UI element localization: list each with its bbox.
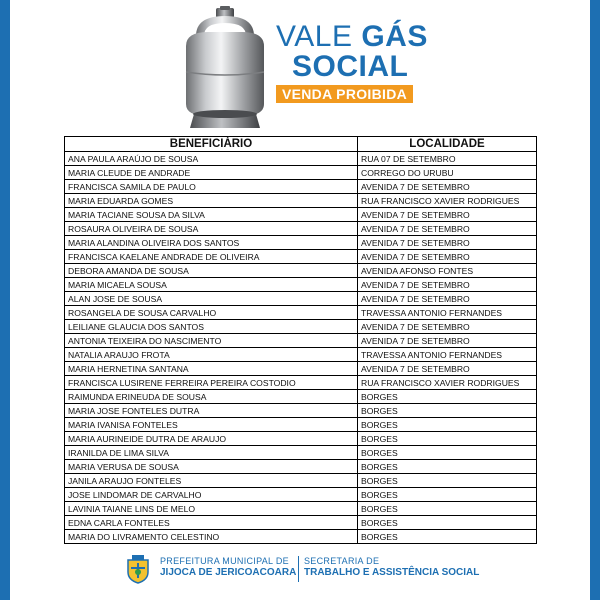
program-title — [276, 22, 426, 104]
beneficiary-name-cell: RAIMUNDA ERINEUDA DE SOUSA — [65, 390, 358, 404]
title-vale: VALE — [276, 20, 353, 53]
beneficiary-name-cell: MARIA HERNETINA SANTANA — [65, 362, 358, 376]
beneficiary-name-cell: MARIA EDUARDA GOMES — [65, 194, 358, 208]
table-row — [65, 530, 537, 544]
table-row — [65, 292, 537, 306]
prefeitura-line2: JIJOCA DE JERICOACOARA — [160, 567, 297, 578]
table-row — [65, 194, 537, 208]
beneficiary-name-cell: ROSANGELA DE SOUSA CARVALHO — [65, 306, 358, 320]
location-cell: AVENIDA 7 DE SETEMBRO — [358, 320, 537, 334]
table-row — [65, 222, 537, 236]
header — [0, 0, 600, 130]
footer — [120, 552, 480, 586]
beneficiary-name-cell: ROSAURA OLIVEIRA DE SOUSA — [65, 222, 358, 236]
beneficiary-name-cell: MARIA IVANISA FONTELES — [65, 418, 358, 432]
beneficiary-name-cell: FRANCISCA SAMILA DE PAULO — [65, 180, 358, 194]
table-row — [65, 208, 537, 222]
beneficiary-name-cell: LEILIANE GLAUCIA DOS SANTOS — [65, 320, 358, 334]
location-cell: BORGES — [358, 502, 537, 516]
table-body — [65, 152, 537, 544]
secretaria-line2: TRABALHO E ASSISTÊNCIA SOCIAL — [304, 567, 480, 578]
beneficiary-name-cell: EDNA CARLA FONTELES — [65, 516, 358, 530]
table-row — [65, 152, 537, 166]
beneficiary-name-cell: MARIA VERUSA DE SOUSA — [65, 460, 358, 474]
location-cell: BORGES — [358, 446, 537, 460]
table-row — [65, 516, 537, 530]
location-cell: BORGES — [358, 404, 537, 418]
table-row — [65, 404, 537, 418]
location-cell: AVENIDA 7 DE SETEMBRO — [358, 208, 537, 222]
location-cell: RUA FRANCISCO XAVIER RODRIGUES — [358, 376, 537, 390]
table-row — [65, 306, 537, 320]
table-row — [65, 502, 537, 516]
location-cell: BORGES — [358, 432, 537, 446]
location-cell: AVENIDA 7 DE SETEMBRO — [358, 250, 537, 264]
location-cell: CORREGO DO URUBU — [358, 166, 537, 180]
location-cell: AVENIDA 7 DE SETEMBRO — [358, 180, 537, 194]
beneficiary-name-cell: FRANCISCA KAELANE ANDRADE DE OLIVEIRA — [65, 250, 358, 264]
beneficiary-name-cell: MARIA JOSE FONTELES DUTRA — [65, 404, 358, 418]
column-header-localidade: LOCALIDADE — [358, 137, 537, 152]
table-row — [65, 236, 537, 250]
location-cell: BORGES — [358, 474, 537, 488]
location-cell: RUA 07 DE SETEMBRO — [358, 152, 537, 166]
beneficiary-name-cell: ANTONIA TEIXEIRA DO NASCIMENTO — [65, 334, 358, 348]
location-cell: BORGES — [358, 530, 537, 544]
location-cell: BORGES — [358, 516, 537, 530]
table-header-row — [65, 137, 537, 152]
sale-prohibited-badge: VENDA PROIBIDA — [276, 85, 413, 103]
table-row — [65, 488, 537, 502]
column-header-beneficiario: BENEFICIÁRIO — [65, 137, 358, 152]
location-cell: AVENIDA 7 DE SETEMBRO — [358, 362, 537, 376]
table-row — [65, 474, 537, 488]
table-row — [65, 250, 537, 264]
beneficiary-name-cell: JOSE LINDOMAR DE CARVALHO — [65, 488, 358, 502]
location-cell: TRAVESSA ANTONIO FERNANDES — [358, 306, 537, 320]
location-cell: TRAVESSA ANTONIO FERNANDES — [358, 348, 537, 362]
location-cell: BORGES — [358, 418, 537, 432]
beneficiary-name-cell: MARIA DO LIVRAMENTO CELESTINO — [65, 530, 358, 544]
location-cell: AVENIDA 7 DE SETEMBRO — [358, 278, 537, 292]
beneficiary-name-cell: MARIA TACIANE SOUSA DA SILVA — [65, 208, 358, 222]
table-row — [65, 432, 537, 446]
beneficiary-name-cell: MARIA ALANDINA OLIVEIRA DOS SANTOS — [65, 236, 358, 250]
location-cell: AVENIDA 7 DE SETEMBRO — [358, 236, 537, 250]
location-cell: AVENIDA 7 DE SETEMBRO — [358, 292, 537, 306]
gas-cylinder-icon — [178, 6, 272, 130]
location-cell: AVENIDA AFONSO FONTES — [358, 264, 537, 278]
table-row — [65, 166, 537, 180]
beneficiary-name-cell: IRANILDA DE LIMA SILVA — [65, 446, 358, 460]
location-cell: RUA FRANCISCO XAVIER RODRIGUES — [358, 194, 537, 208]
footer-divider — [298, 556, 299, 582]
beneficiary-name-cell: NATALIA ARAUJO FROTA — [65, 348, 358, 362]
table-row — [65, 362, 537, 376]
location-cell: BORGES — [358, 488, 537, 502]
table-row — [65, 348, 537, 362]
location-cell: AVENIDA 7 DE SETEMBRO — [358, 222, 537, 236]
title-social: SOCIAL — [292, 50, 409, 83]
prefeitura-line1: PREFEITURA MUNICIPAL DE — [160, 556, 289, 566]
beneficiary-name-cell: MARIA CLEUDE DE ANDRADE — [65, 166, 358, 180]
table-row — [65, 418, 537, 432]
location-cell: BORGES — [358, 460, 537, 474]
beneficiary-name-cell: MARIA AURINEIDE DUTRA DE ARAUJO — [65, 432, 358, 446]
beneficiary-name-cell: FRANCISCA LUSIRENE FERREIRA PEREIRA COSTODIO — [65, 376, 358, 390]
location-cell: BORGES — [358, 390, 537, 404]
table-row — [65, 376, 537, 390]
table-row — [65, 320, 537, 334]
table-row — [65, 334, 537, 348]
table-row — [65, 180, 537, 194]
table-row — [65, 264, 537, 278]
secretaria-line1: SECRETARIA DE — [304, 556, 380, 566]
beneficiary-name-cell: LAVINIA TAIANE LINS DE MELO — [65, 502, 358, 516]
beneficiary-name-cell: MARIA MICAELA SOUSA — [65, 278, 358, 292]
location-cell: AVENIDA 7 DE SETEMBRO — [358, 334, 537, 348]
beneficiary-table — [64, 136, 537, 544]
municipal-crest-icon — [124, 554, 152, 584]
table-row — [65, 446, 537, 460]
table-row — [65, 390, 537, 404]
table-row — [65, 460, 537, 474]
table-row — [65, 278, 537, 292]
title-gas: GÁS — [361, 20, 428, 53]
beneficiary-name-cell: ANA PAULA ARAÚJO DE SOUSA — [65, 152, 358, 166]
beneficiary-name-cell: DEBORA AMANDA DE SOUSA — [65, 264, 358, 278]
beneficiary-name-cell: ALAN JOSE DE SOUSA — [65, 292, 358, 306]
beneficiary-name-cell: JANILA ARAUJO FONTELES — [65, 474, 358, 488]
